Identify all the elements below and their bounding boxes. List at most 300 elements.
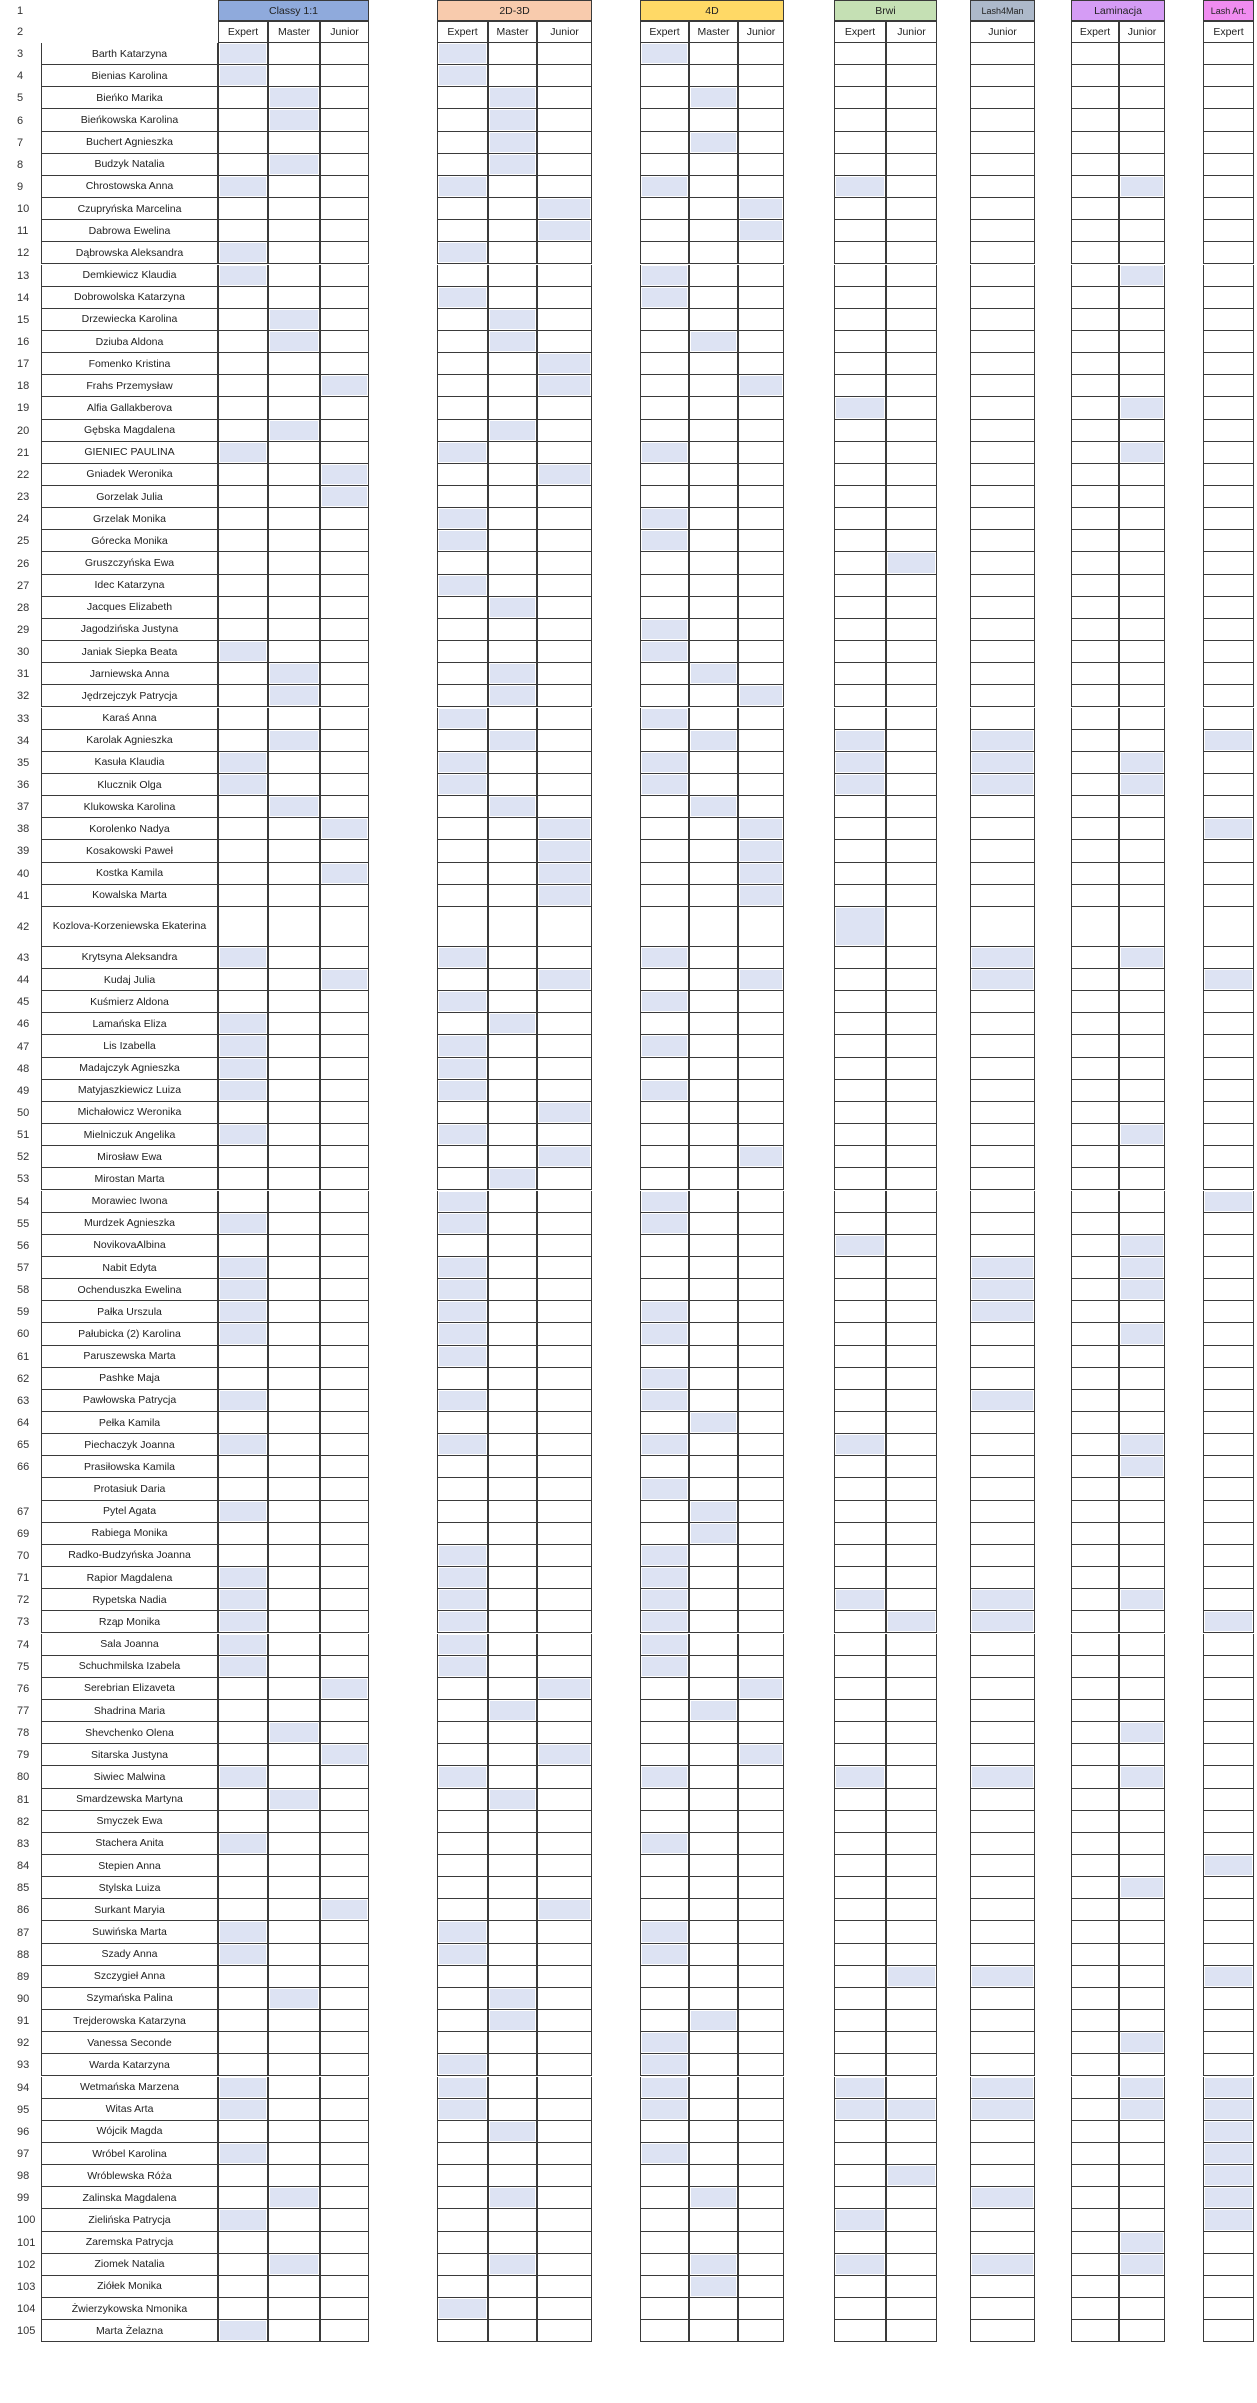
data-cell-junior[interactable] xyxy=(738,1634,784,1656)
data-cell-expert[interactable] xyxy=(1071,1168,1119,1190)
data-cell-junior[interactable] xyxy=(320,796,369,818)
data-cell-expert[interactable] xyxy=(218,1634,268,1656)
level-header-junior[interactable]: Junior xyxy=(1119,21,1165,43)
data-cell-junior[interactable] xyxy=(886,840,937,862)
data-cell-master[interactable] xyxy=(268,2320,320,2342)
data-cell-master[interactable] xyxy=(689,1235,738,1257)
data-cell-junior[interactable] xyxy=(537,1899,592,1921)
data-cell-expert[interactable] xyxy=(640,2054,689,2076)
data-cell-expert[interactable] xyxy=(218,1124,268,1146)
data-cell-master[interactable] xyxy=(488,1567,537,1589)
data-cell-expert[interactable] xyxy=(1203,1678,1254,1700)
data-cell-expert[interactable] xyxy=(1071,1921,1119,1943)
data-cell-master[interactable] xyxy=(268,2077,320,2099)
data-cell-master[interactable] xyxy=(268,991,320,1013)
data-cell-junior[interactable] xyxy=(537,1058,592,1080)
data-cell-expert[interactable] xyxy=(1203,1789,1254,1811)
data-cell-expert[interactable] xyxy=(640,1323,689,1345)
data-cell-expert[interactable] xyxy=(1203,1744,1254,1766)
data-cell-junior[interactable] xyxy=(738,2010,784,2032)
data-cell-expert[interactable] xyxy=(1071,597,1119,619)
data-cell-junior[interactable] xyxy=(738,1744,784,1766)
data-cell-expert[interactable] xyxy=(437,2298,488,2320)
name-cell[interactable]: Gębska Magdalena xyxy=(41,420,218,442)
data-cell-junior[interactable] xyxy=(970,1323,1035,1345)
data-cell-expert[interactable] xyxy=(1071,1146,1119,1168)
data-cell-expert[interactable] xyxy=(1203,840,1254,862)
data-cell-master[interactable] xyxy=(268,2032,320,2054)
data-cell-junior[interactable] xyxy=(1119,1412,1165,1434)
data-cell-master[interactable] xyxy=(268,220,320,242)
data-cell-junior[interactable] xyxy=(537,796,592,818)
data-cell-expert[interactable] xyxy=(640,1988,689,2010)
data-cell-master[interactable] xyxy=(689,619,738,641)
data-cell-junior[interactable] xyxy=(970,1346,1035,1368)
data-cell-junior[interactable] xyxy=(320,397,369,419)
data-cell-expert[interactable] xyxy=(437,752,488,774)
data-cell-junior[interactable] xyxy=(1119,220,1165,242)
data-cell-junior[interactable] xyxy=(970,863,1035,885)
data-cell-expert[interactable] xyxy=(1203,991,1254,1013)
data-cell-expert[interactable] xyxy=(834,1235,886,1257)
data-cell-expert[interactable] xyxy=(834,397,886,419)
data-cell-expert[interactable] xyxy=(218,575,268,597)
data-cell-expert[interactable] xyxy=(834,708,886,730)
data-cell-expert[interactable] xyxy=(218,2276,268,2298)
name-cell[interactable]: Lis Izabella xyxy=(41,1035,218,1057)
data-cell-master[interactable] xyxy=(488,1855,537,1877)
data-cell-master[interactable] xyxy=(268,375,320,397)
data-cell-expert[interactable] xyxy=(1071,1611,1119,1633)
level-header-expert[interactable]: Expert xyxy=(640,21,689,43)
data-cell-junior[interactable] xyxy=(537,331,592,353)
data-cell-junior[interactable] xyxy=(320,1368,369,1390)
data-cell-junior[interactable] xyxy=(1119,2298,1165,2320)
data-cell-junior[interactable] xyxy=(1119,43,1165,65)
name-cell[interactable]: Smardzewska Martyna xyxy=(41,1789,218,1811)
data-cell-junior[interactable] xyxy=(738,1855,784,1877)
data-cell-master[interactable] xyxy=(689,1523,738,1545)
data-cell-junior[interactable] xyxy=(537,2121,592,2143)
data-cell-junior[interactable] xyxy=(537,907,592,947)
data-cell-junior[interactable] xyxy=(1119,1213,1165,1235)
data-cell-master[interactable] xyxy=(488,1080,537,1102)
data-cell-expert[interactable] xyxy=(437,1877,488,1899)
data-cell-master[interactable] xyxy=(488,1678,537,1700)
data-cell-expert[interactable] xyxy=(834,1611,886,1633)
data-cell-expert[interactable] xyxy=(1071,530,1119,552)
data-cell-junior[interactable] xyxy=(970,1944,1035,1966)
data-cell-master[interactable] xyxy=(488,2032,537,2054)
data-cell-junior[interactable] xyxy=(320,1944,369,1966)
data-cell-expert[interactable] xyxy=(218,2010,268,2032)
data-cell-junior[interactable] xyxy=(970,730,1035,752)
data-cell-expert[interactable] xyxy=(1203,2298,1254,2320)
name-cell[interactable]: Szady Anna xyxy=(41,1944,218,1966)
data-cell-junior[interactable] xyxy=(886,1988,937,2010)
data-cell-junior[interactable] xyxy=(886,1257,937,1279)
data-cell-master[interactable] xyxy=(488,1611,537,1633)
data-cell-expert[interactable] xyxy=(1071,2298,1119,2320)
data-cell-expert[interactable] xyxy=(437,242,488,264)
data-cell-junior[interactable] xyxy=(1119,2165,1165,2187)
data-cell-junior[interactable] xyxy=(970,774,1035,796)
data-cell-master[interactable] xyxy=(488,774,537,796)
data-cell-expert[interactable] xyxy=(218,331,268,353)
data-cell-expert[interactable] xyxy=(640,176,689,198)
data-cell-expert[interactable] xyxy=(834,1412,886,1434)
data-cell-expert[interactable] xyxy=(437,685,488,707)
data-cell-junior[interactable] xyxy=(738,1124,784,1146)
data-cell-junior[interactable] xyxy=(537,1301,592,1323)
data-cell-expert[interactable] xyxy=(640,109,689,131)
data-cell-expert[interactable] xyxy=(437,2209,488,2231)
data-cell-expert[interactable] xyxy=(1071,1301,1119,1323)
data-cell-junior[interactable] xyxy=(1119,730,1165,752)
data-cell-expert[interactable] xyxy=(1203,1988,1254,2010)
name-cell[interactable]: Mirostan Marta xyxy=(41,1168,218,1190)
data-cell-master[interactable] xyxy=(488,65,537,87)
data-cell-junior[interactable] xyxy=(320,353,369,375)
data-cell-junior[interactable] xyxy=(738,1368,784,1390)
data-cell-master[interactable] xyxy=(268,486,320,508)
data-cell-expert[interactable] xyxy=(1203,597,1254,619)
category-header-classy[interactable]: Classy 1:1 xyxy=(218,0,369,21)
data-cell-expert[interactable] xyxy=(218,2232,268,2254)
name-cell[interactable]: Jacques Elizabeth xyxy=(41,597,218,619)
data-cell-junior[interactable] xyxy=(320,1323,369,1345)
data-cell-junior[interactable] xyxy=(320,663,369,685)
data-cell-expert[interactable] xyxy=(437,1013,488,1035)
data-cell-junior[interactable] xyxy=(537,1634,592,1656)
data-cell-expert[interactable] xyxy=(1203,242,1254,264)
data-cell-expert[interactable] xyxy=(834,1456,886,1478)
data-cell-master[interactable] xyxy=(689,1766,738,1788)
data-cell-expert[interactable] xyxy=(437,619,488,641)
data-cell-expert[interactable] xyxy=(1203,2032,1254,2054)
data-cell-junior[interactable] xyxy=(970,1567,1035,1589)
data-cell-junior[interactable] xyxy=(537,65,592,87)
data-cell-junior[interactable] xyxy=(970,65,1035,87)
data-cell-master[interactable] xyxy=(488,1456,537,1478)
data-cell-master[interactable] xyxy=(268,1766,320,1788)
data-cell-junior[interactable] xyxy=(738,1301,784,1323)
data-cell-expert[interactable] xyxy=(1071,2276,1119,2298)
data-cell-junior[interactable] xyxy=(1119,1766,1165,1788)
data-cell-expert[interactable] xyxy=(437,1700,488,1722)
data-cell-master[interactable] xyxy=(268,1346,320,1368)
data-cell-junior[interactable] xyxy=(886,1899,937,1921)
data-cell-expert[interactable] xyxy=(640,2320,689,2342)
data-cell-master[interactable] xyxy=(488,1988,537,2010)
data-cell-expert[interactable] xyxy=(218,1102,268,1124)
data-cell-junior[interactable] xyxy=(738,991,784,1013)
data-cell-junior[interactable] xyxy=(1119,508,1165,530)
data-cell-master[interactable] xyxy=(268,708,320,730)
data-cell-junior[interactable] xyxy=(320,1545,369,1567)
data-cell-expert[interactable] xyxy=(218,2099,268,2121)
data-cell-master[interactable] xyxy=(268,1656,320,1678)
data-cell-expert[interactable] xyxy=(437,1346,488,1368)
data-cell-expert[interactable] xyxy=(437,1124,488,1146)
data-cell-master[interactable] xyxy=(268,907,320,947)
data-cell-expert[interactable] xyxy=(834,2165,886,2187)
data-cell-expert[interactable] xyxy=(437,840,488,862)
data-cell-master[interactable] xyxy=(689,1346,738,1368)
data-cell-master[interactable] xyxy=(689,663,738,685)
data-cell-expert[interactable] xyxy=(1203,552,1254,574)
data-cell-expert[interactable] xyxy=(640,2165,689,2187)
data-cell-expert[interactable] xyxy=(218,863,268,885)
data-cell-expert[interactable] xyxy=(1071,132,1119,154)
data-cell-junior[interactable] xyxy=(886,2254,937,2276)
data-cell-expert[interactable] xyxy=(1071,663,1119,685)
data-cell-expert[interactable] xyxy=(218,1301,268,1323)
data-cell-expert[interactable] xyxy=(437,353,488,375)
data-cell-junior[interactable] xyxy=(886,1523,937,1545)
data-cell-expert[interactable] xyxy=(437,1368,488,1390)
data-cell-junior[interactable] xyxy=(970,1279,1035,1301)
data-cell-expert[interactable] xyxy=(834,730,886,752)
data-cell-master[interactable] xyxy=(689,1257,738,1279)
data-cell-master[interactable] xyxy=(488,154,537,176)
name-cell[interactable]: Karolak Agnieszka xyxy=(41,730,218,752)
data-cell-junior[interactable] xyxy=(537,464,592,486)
data-cell-expert[interactable] xyxy=(1071,87,1119,109)
data-cell-master[interactable] xyxy=(268,1567,320,1589)
data-cell-junior[interactable] xyxy=(537,1191,592,1213)
data-cell-expert[interactable] xyxy=(437,575,488,597)
data-cell-junior[interactable] xyxy=(970,947,1035,969)
data-cell-master[interactable] xyxy=(689,2054,738,2076)
data-cell-master[interactable] xyxy=(689,730,738,752)
data-cell-master[interactable] xyxy=(268,1634,320,1656)
data-cell-junior[interactable] xyxy=(738,619,784,641)
data-cell-master[interactable] xyxy=(268,2209,320,2231)
data-cell-junior[interactable] xyxy=(320,65,369,87)
data-cell-junior[interactable] xyxy=(886,1855,937,1877)
data-cell-expert[interactable] xyxy=(834,1058,886,1080)
data-cell-junior[interactable] xyxy=(320,1833,369,1855)
data-cell-junior[interactable] xyxy=(738,663,784,685)
data-cell-junior[interactable] xyxy=(970,552,1035,574)
data-cell-expert[interactable] xyxy=(437,1257,488,1279)
data-cell-master[interactable] xyxy=(689,907,738,947)
data-cell-expert[interactable] xyxy=(437,442,488,464)
data-cell-expert[interactable] xyxy=(218,309,268,331)
data-cell-expert[interactable] xyxy=(1203,2187,1254,2209)
data-cell-expert[interactable] xyxy=(218,132,268,154)
data-cell-junior[interactable] xyxy=(320,2187,369,2209)
data-cell-expert[interactable] xyxy=(1071,552,1119,574)
data-cell-junior[interactable] xyxy=(537,885,592,907)
data-cell-expert[interactable] xyxy=(218,1434,268,1456)
data-cell-expert[interactable] xyxy=(1203,947,1254,969)
data-cell-expert[interactable] xyxy=(640,1811,689,1833)
data-cell-master[interactable] xyxy=(689,397,738,419)
data-cell-junior[interactable] xyxy=(320,1213,369,1235)
data-cell-junior[interactable] xyxy=(886,2187,937,2209)
data-cell-expert[interactable] xyxy=(1071,1744,1119,1766)
data-cell-junior[interactable] xyxy=(320,1589,369,1611)
data-cell-expert[interactable] xyxy=(1071,353,1119,375)
data-cell-junior[interactable] xyxy=(886,1058,937,1080)
data-cell-expert[interactable] xyxy=(1203,818,1254,840)
data-cell-expert[interactable] xyxy=(640,1501,689,1523)
data-cell-expert[interactable] xyxy=(437,1102,488,1124)
name-cell[interactable]: Serebrian Elizaveta xyxy=(41,1678,218,1700)
name-cell[interactable]: Barth Katarzyna xyxy=(41,43,218,65)
data-cell-master[interactable] xyxy=(488,1789,537,1811)
data-cell-expert[interactable] xyxy=(1071,43,1119,65)
data-cell-master[interactable] xyxy=(689,1279,738,1301)
data-cell-junior[interactable] xyxy=(320,198,369,220)
data-cell-expert[interactable] xyxy=(640,1368,689,1390)
data-cell-junior[interactable] xyxy=(537,1213,592,1235)
data-cell-master[interactable] xyxy=(488,1168,537,1190)
data-cell-expert[interactable] xyxy=(1203,1634,1254,1656)
data-cell-junior[interactable] xyxy=(886,530,937,552)
data-cell-expert[interactable] xyxy=(640,1390,689,1412)
data-cell-junior[interactable] xyxy=(970,1058,1035,1080)
data-cell-expert[interactable] xyxy=(640,796,689,818)
data-cell-junior[interactable] xyxy=(886,464,937,486)
data-cell-expert[interactable] xyxy=(437,708,488,730)
data-cell-expert[interactable] xyxy=(437,220,488,242)
data-cell-junior[interactable] xyxy=(320,1080,369,1102)
data-cell-expert[interactable] xyxy=(1071,1501,1119,1523)
data-cell-expert[interactable] xyxy=(1071,287,1119,309)
data-cell-junior[interactable] xyxy=(537,1944,592,1966)
data-cell-expert[interactable] xyxy=(834,2187,886,2209)
data-cell-master[interactable] xyxy=(689,132,738,154)
data-cell-master[interactable] xyxy=(689,309,738,331)
data-cell-expert[interactable] xyxy=(640,486,689,508)
data-cell-expert[interactable] xyxy=(1203,132,1254,154)
data-cell-expert[interactable] xyxy=(834,1146,886,1168)
name-cell[interactable]: Michałowicz Weronika xyxy=(41,1102,218,1124)
data-cell-expert[interactable] xyxy=(437,508,488,530)
data-cell-master[interactable] xyxy=(488,1899,537,1921)
data-cell-expert[interactable] xyxy=(1071,1346,1119,1368)
data-cell-expert[interactable] xyxy=(1203,2320,1254,2342)
data-cell-junior[interactable] xyxy=(970,309,1035,331)
data-cell-junior[interactable] xyxy=(537,220,592,242)
name-cell[interactable]: Radko-Budzyńska Joanna xyxy=(41,1545,218,1567)
data-cell-master[interactable] xyxy=(268,530,320,552)
data-cell-expert[interactable] xyxy=(437,2232,488,2254)
data-cell-junior[interactable] xyxy=(320,1789,369,1811)
data-cell-expert[interactable] xyxy=(640,1456,689,1478)
data-cell-junior[interactable] xyxy=(886,774,937,796)
data-cell-junior[interactable] xyxy=(970,1035,1035,1057)
data-cell-junior[interactable] xyxy=(1119,420,1165,442)
data-cell-expert[interactable] xyxy=(437,1279,488,1301)
data-cell-junior[interactable] xyxy=(1119,287,1165,309)
data-cell-junior[interactable] xyxy=(320,1124,369,1146)
data-cell-expert[interactable] xyxy=(834,265,886,287)
data-cell-master[interactable] xyxy=(488,1811,537,1833)
data-cell-expert[interactable] xyxy=(640,1124,689,1146)
data-cell-master[interactable] xyxy=(268,2276,320,2298)
name-cell[interactable]: Szymańska Palina xyxy=(41,1988,218,2010)
data-cell-junior[interactable] xyxy=(970,1301,1035,1323)
data-cell-junior[interactable] xyxy=(320,375,369,397)
data-cell-junior[interactable] xyxy=(886,991,937,1013)
data-cell-master[interactable] xyxy=(488,907,537,947)
data-cell-junior[interactable] xyxy=(970,2010,1035,2032)
data-cell-expert[interactable] xyxy=(437,730,488,752)
data-cell-junior[interactable] xyxy=(537,87,592,109)
data-cell-master[interactable] xyxy=(268,154,320,176)
data-cell-junior[interactable] xyxy=(537,1833,592,1855)
data-cell-junior[interactable] xyxy=(738,685,784,707)
data-cell-expert[interactable] xyxy=(1071,464,1119,486)
data-cell-junior[interactable] xyxy=(537,1744,592,1766)
data-cell-junior[interactable] xyxy=(970,220,1035,242)
data-cell-master[interactable] xyxy=(488,2187,537,2209)
data-cell-expert[interactable] xyxy=(1071,1213,1119,1235)
data-cell-expert[interactable] xyxy=(1203,65,1254,87)
data-cell-junior[interactable] xyxy=(886,1921,937,1943)
data-cell-expert[interactable] xyxy=(834,1346,886,1368)
data-cell-junior[interactable] xyxy=(320,530,369,552)
name-cell[interactable]: Prasiłowska Kamila xyxy=(41,1456,218,1478)
data-cell-expert[interactable] xyxy=(1203,397,1254,419)
data-cell-expert[interactable] xyxy=(1203,1279,1254,1301)
data-cell-expert[interactable] xyxy=(218,2077,268,2099)
data-cell-master[interactable] xyxy=(268,1257,320,1279)
data-cell-master[interactable] xyxy=(268,1124,320,1146)
data-cell-master[interactable] xyxy=(488,198,537,220)
name-cell[interactable]: Żwierzykowska Nmonika xyxy=(41,2298,218,2320)
data-cell-expert[interactable] xyxy=(834,1523,886,1545)
data-cell-junior[interactable] xyxy=(537,154,592,176)
data-cell-junior[interactable] xyxy=(738,863,784,885)
data-cell-junior[interactable] xyxy=(1119,685,1165,707)
data-cell-expert[interactable] xyxy=(437,1944,488,1966)
data-cell-expert[interactable] xyxy=(1071,818,1119,840)
data-cell-master[interactable] xyxy=(268,1589,320,1611)
data-cell-master[interactable] xyxy=(268,2143,320,2165)
name-cell[interactable]: Lamańska Eliza xyxy=(41,1013,218,1035)
data-cell-expert[interactable] xyxy=(640,331,689,353)
data-cell-master[interactable] xyxy=(488,2099,537,2121)
data-cell-expert[interactable] xyxy=(218,1766,268,1788)
data-cell-junior[interactable] xyxy=(738,154,784,176)
data-cell-junior[interactable] xyxy=(320,43,369,65)
data-cell-junior[interactable] xyxy=(320,1700,369,1722)
data-cell-expert[interactable] xyxy=(218,353,268,375)
data-cell-master[interactable] xyxy=(268,1877,320,1899)
data-cell-expert[interactable] xyxy=(218,1478,268,1500)
data-cell-master[interactable] xyxy=(488,1346,537,1368)
data-cell-expert[interactable] xyxy=(640,619,689,641)
data-cell-expert[interactable] xyxy=(834,2143,886,2165)
data-cell-junior[interactable] xyxy=(970,1523,1035,1545)
data-cell-junior[interactable] xyxy=(970,2276,1035,2298)
data-cell-expert[interactable] xyxy=(1071,2254,1119,2276)
data-cell-master[interactable] xyxy=(268,1035,320,1057)
data-cell-junior[interactable] xyxy=(738,2032,784,2054)
data-cell-expert[interactable] xyxy=(640,220,689,242)
data-cell-expert[interactable] xyxy=(1203,530,1254,552)
data-cell-expert[interactable] xyxy=(640,353,689,375)
data-cell-master[interactable] xyxy=(268,1501,320,1523)
data-cell-expert[interactable] xyxy=(834,1257,886,1279)
data-cell-expert[interactable] xyxy=(834,1323,886,1345)
data-cell-junior[interactable] xyxy=(537,43,592,65)
